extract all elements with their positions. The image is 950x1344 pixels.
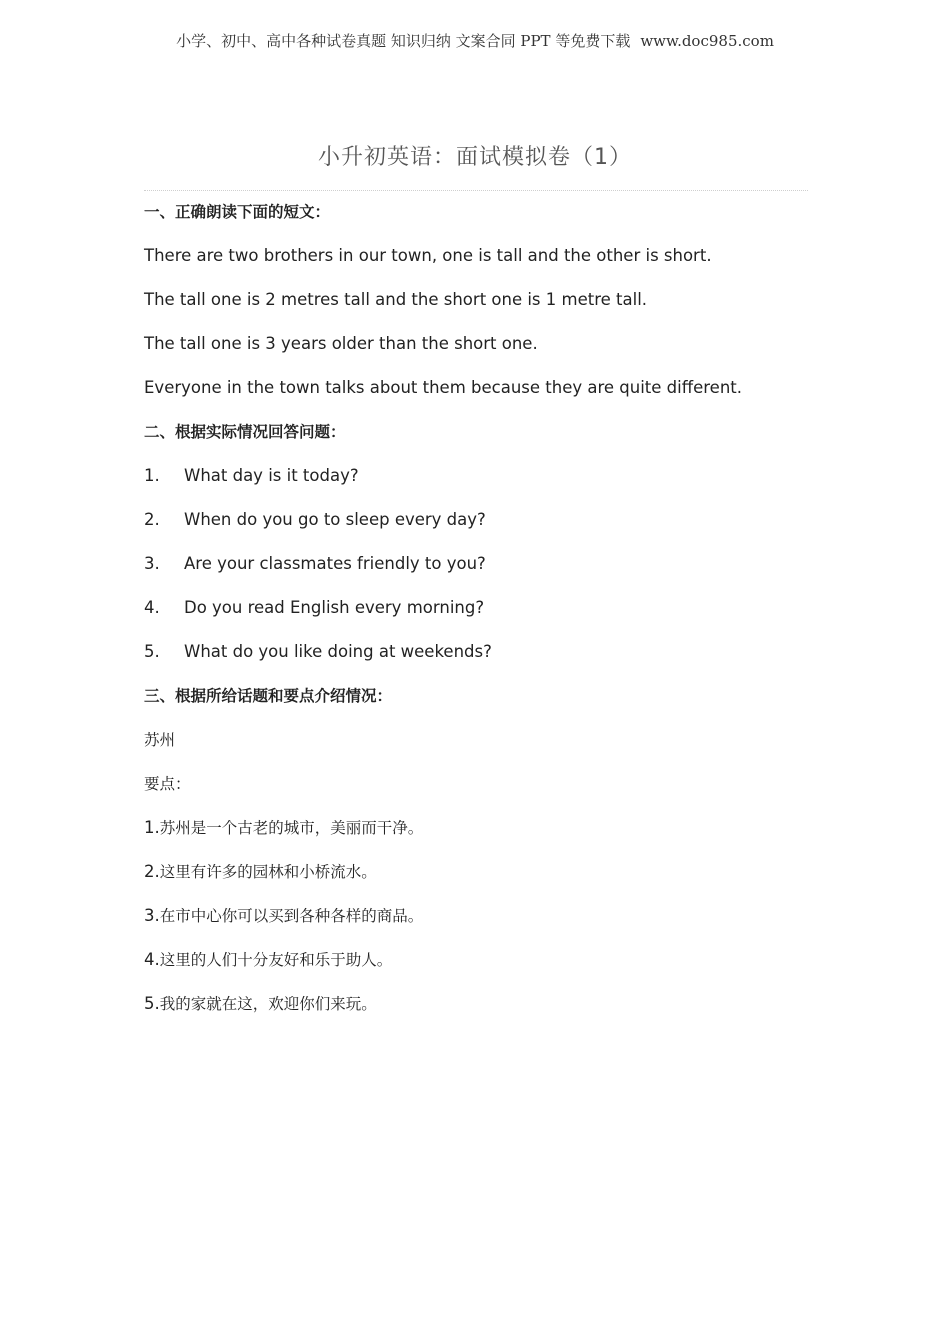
- point-item: [144, 905, 423, 927]
- point-text: 苏州是一个古老的城市，美丽而干净。: [159, 819, 424, 837]
- section2-heading: 二、根据实际情况回答问题：: [144, 422, 346, 441]
- header-text: 小学、初中、高中各种试卷真题 知识归纳 文案合同 PPT 等免费下载: [176, 32, 631, 50]
- question-text: Are your classmates friendly to you?: [184, 554, 486, 573]
- question-number: 4.: [144, 598, 160, 617]
- reading-sentence: The tall one is 2 metres tall and the short one is 1 metre tall.: [144, 290, 648, 309]
- question-text: What do you like doing at weekends?: [184, 642, 492, 661]
- point-item: [144, 949, 392, 971]
- question-item: [144, 597, 484, 619]
- point-number: 5.: [144, 994, 160, 1013]
- point-number: 2.: [144, 862, 160, 881]
- question-text: What day is it today?: [184, 466, 359, 485]
- point-number: 4.: [144, 950, 160, 969]
- section1-heading: 一、正确朗读下面的短文：: [144, 202, 331, 221]
- question-number: 3.: [144, 554, 160, 573]
- point-item: [144, 993, 377, 1015]
- point-item: [144, 861, 377, 883]
- points-label: 要点：: [144, 775, 191, 793]
- question-item: [144, 641, 492, 663]
- question-item: [144, 509, 486, 531]
- point-number: 3.: [144, 906, 160, 925]
- title-divider: [144, 190, 808, 191]
- question-number: 2.: [144, 510, 160, 529]
- page-title: 小升初英语：面试模拟卷（1）: [318, 145, 632, 170]
- reading-sentence: There are two brothers in our town, one is tall and the other is short.: [144, 246, 712, 265]
- point-item: [144, 817, 423, 839]
- question-text: Do you read English every morning?: [184, 598, 485, 617]
- point-text: 这里有许多的园林和小桥流水。: [159, 863, 377, 881]
- question-item: [144, 553, 486, 575]
- point-text: 在市中心你可以买到各种各样的商品。: [159, 907, 424, 925]
- point-text: 我的家就在这，欢迎你们来玩。: [159, 995, 377, 1013]
- question-number: 1.: [144, 466, 160, 485]
- point-text: 这里的人们十分友好和乐于助人。: [159, 951, 393, 969]
- topic-label: 苏州: [144, 731, 176, 749]
- question-item: [144, 465, 359, 487]
- question-text: When do you go to sleep every day?: [184, 510, 486, 529]
- section3-heading: 三、根据所给话题和要点介绍情况：: [144, 686, 393, 705]
- question-number: 5.: [144, 642, 160, 661]
- point-number: 1.: [144, 818, 160, 837]
- page-header: [0, 30, 950, 51]
- reading-sentence: Everyone in the town talks about them because they are quite different.: [144, 378, 742, 397]
- header-site-link[interactable]: www.doc985.com: [640, 32, 774, 50]
- reading-sentence: The tall one is 3 years older than the short one.: [144, 334, 538, 353]
